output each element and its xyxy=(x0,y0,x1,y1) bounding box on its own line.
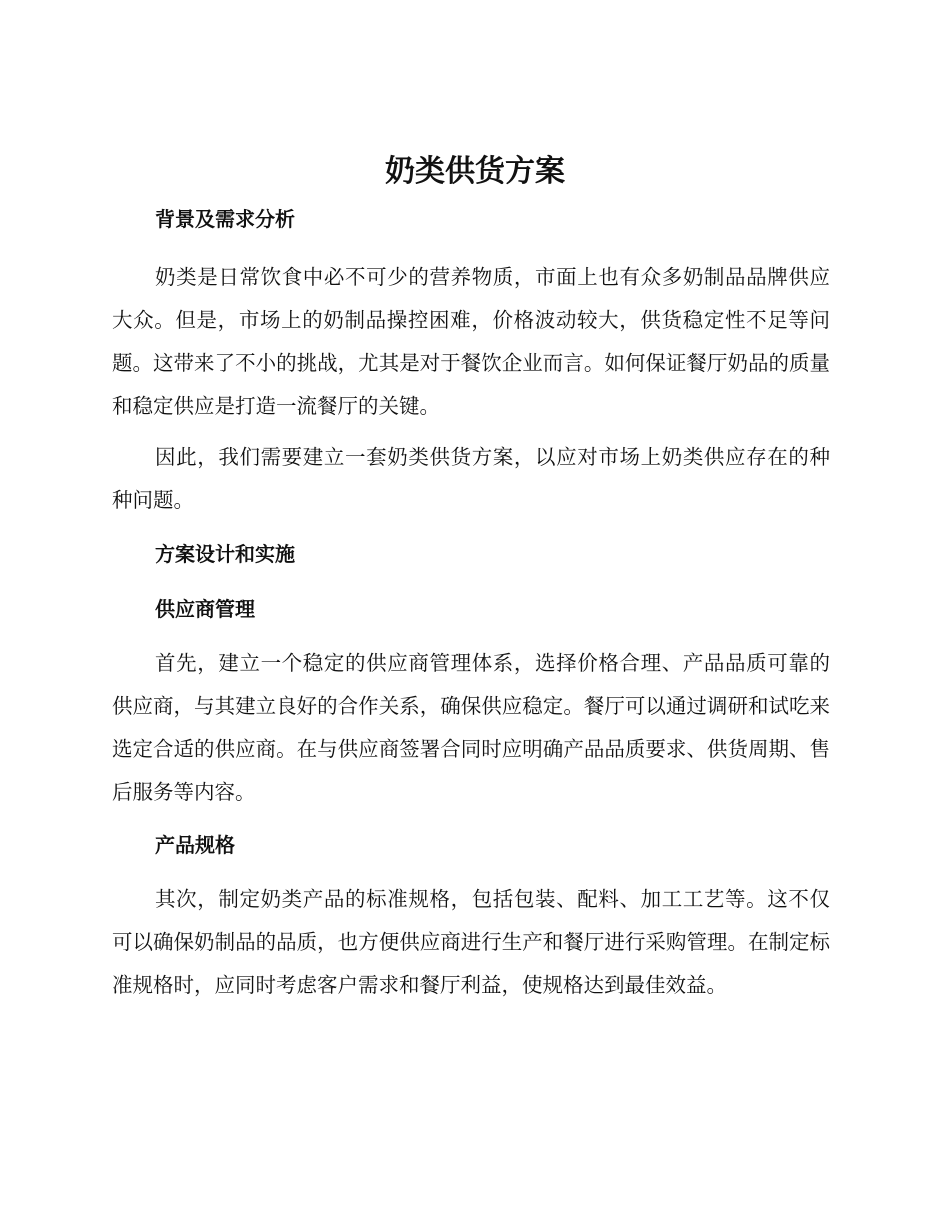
section-heading-background: 背景及需求分析 xyxy=(155,207,295,231)
paragraph-supplier-1: 首先，建立一个稳定的供应商管理体系，选择价格合理、产品品质可靠的供应商，与其建立良好的合作关系，确保供应稳定。餐厅可以通过调研和试吃来选定合适的供应商。在与供应商签署合同时应明确产品品质要求、供货周期、售后服务等内容。 xyxy=(112,651,830,804)
section-heading-design: 方案设计和实施 xyxy=(155,542,295,566)
paragraph-background-2: 因此，我们需要建立一套奶类供货方案，以应对市场上奶类供应存在的种种问题。 xyxy=(112,445,830,512)
paragraph-background-1: 奶类是日常饮食中必不可少的营养物质，市面上也有众多奶制品品牌供应大众。但是，市场上的奶制品操控困难，价格波动较大，供货稳定性不足等问题。这带来了不小的挑战，尤其是对于餐饮企业而言。如何保证餐厅奶品的质量和稳定供应是打造一流餐厅的关键。 xyxy=(112,265,830,418)
document-title: 奶类供货方案 xyxy=(385,154,565,189)
section-heading-spec: 产品规格 xyxy=(155,833,235,857)
paragraph-spec-1: 其次，制定奶类产品的标准规格，包括包装、配料、加工工艺等。这不仅可以确保奶制品的品质，也方便供应商进行生产和餐厅进行采购管理。在制定标准规格时，应同时考虑客户需求和餐厅利益，使规格达到最佳效益。 xyxy=(112,887,830,997)
section-heading-supplier: 供应商管理 xyxy=(155,597,255,621)
